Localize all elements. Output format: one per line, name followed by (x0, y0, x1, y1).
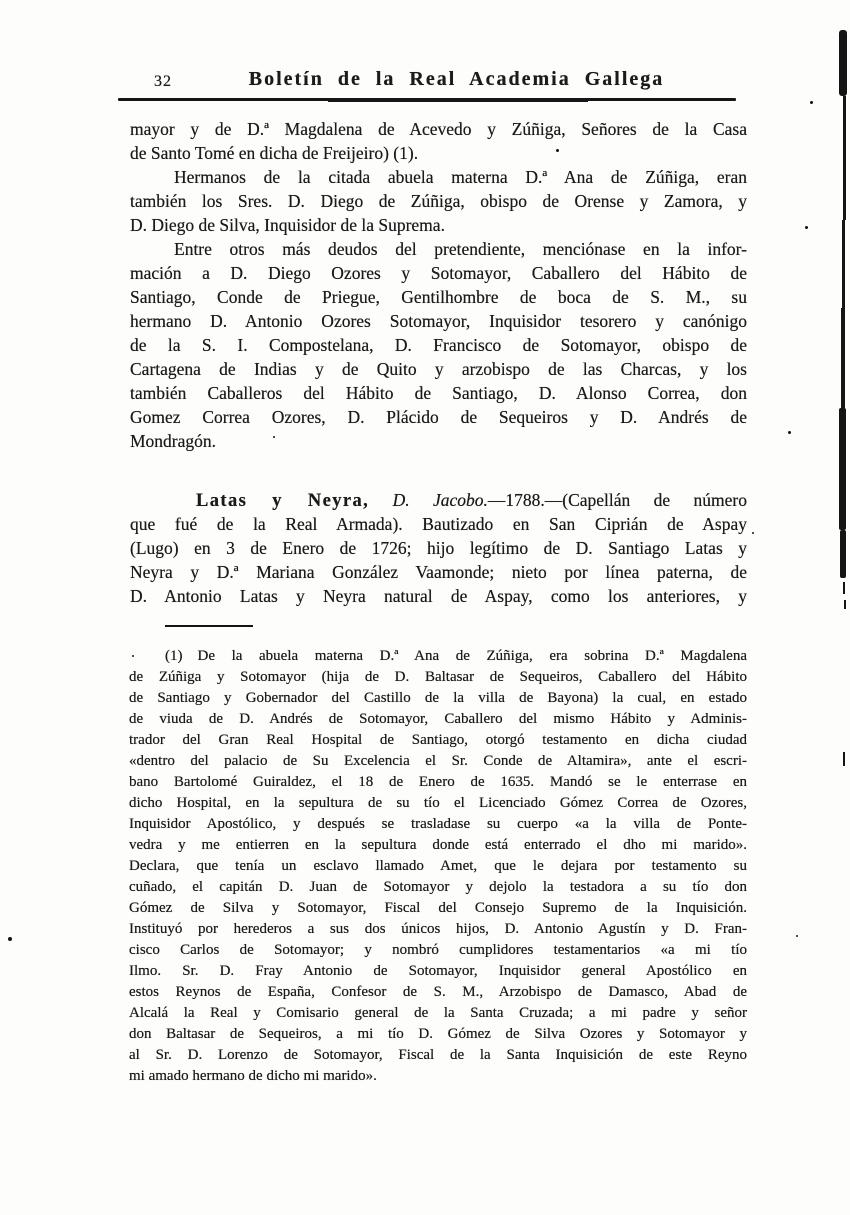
scan-speck (788, 431, 791, 434)
text-line: Alcalá la Real y Comisario general de la Santa Cruzada; a mi padre y señor (129, 1005, 747, 1021)
text-line: cisco Carlos de Sotomayor; y nombró cumplidores testamentarios «a mi tío (129, 942, 747, 958)
text-line: de Santo Tomé en dicha de Freijeiro) (1). (130, 143, 419, 163)
text-line: mi amado hermano de dicho mi marido». (129, 1068, 377, 1084)
main-text-column (130, 117, 747, 608)
text-line: don Baltasar de Sequeiros, a mi tío D. Gómez de Silva Ozores y Sotomayor y (129, 1026, 747, 1042)
text-line: D. Antonio Latas y Neyra natural de Aspay, como los anteriores, y (130, 586, 747, 606)
text-line: también los Sres. D. Diego de Zúñiga, obispo de Orense y Zamora, y (130, 191, 747, 211)
text-line: Cartagena de Indias y de Quito y arzobispo de las Charcas, y los (130, 359, 747, 379)
text-line: de la S. I. Compostelana, D. Francisco de Sotomayor, obispo de (130, 335, 747, 355)
text-line: de Zúñiga y Sotomayor (hija de D. Baltasar de Sequeiros, Caballero del Hábito (129, 669, 747, 685)
scan-speck (752, 532, 754, 534)
page-number: 32 (154, 73, 172, 90)
scan-edge-artifact (843, 96, 846, 220)
text-line: D. Diego de Silva, Inquisidor de la Suprema. (130, 215, 445, 235)
scan-speck (810, 101, 813, 104)
scan-speck (556, 149, 559, 152)
text-line: trador del Gran Real Hospital de Santiago, otorgó testamento en dicha ciudad (129, 732, 747, 748)
scan-edge-artifact (839, 408, 846, 530)
scan-edge-artifact (842, 220, 845, 308)
entry-surname: Latas y Neyra, (196, 491, 370, 511)
entry-given-name: D. Jacobo. (369, 490, 488, 510)
scan-speck (132, 655, 134, 657)
paragraph (130, 488, 747, 608)
text-line: «dentro del palacio de Su Excelencia el Sr. Conde de Altamira», ante el escri- (129, 753, 747, 769)
text-line: bano Bartolomé Guiraldez, el 18 de Enero de 1635. Mandó se le enterrase en (129, 774, 747, 790)
text-line: Neyra y D.ª Mariana González Vaamonde; nieto por línea paterna, de (130, 562, 747, 582)
text-line: al Sr. D. Lorenzo de Sotomayor, Fiscal de la Santa Inquisición de este Reyno (129, 1047, 747, 1063)
text-line: Mondragón. (130, 431, 217, 451)
text-line: Santiago, Conde de Priegue, Gentilhombre de boca de S. M., su (130, 287, 747, 307)
text-line: Gomez Correa Ozores, D. Plácido de Sequeiros y D. Andrés de (130, 407, 747, 427)
scan-edge-artifact (843, 582, 845, 594)
text-line: vedra y me entierren en la sepultura donde está enterrado el dho mi marido». (129, 837, 747, 853)
running-header (130, 64, 747, 96)
text-line (130, 488, 747, 512)
text-line: (1) De la abuela materna D.ª Ana de Zúñiga, era sobrina D.ª Magdalena (165, 648, 747, 664)
paragraph (130, 117, 747, 165)
paragraph (130, 165, 747, 237)
scan-edge-artifact (844, 600, 846, 609)
text-line: de Santiago y Gobernador del Castillo de la villa de Bayona) la cual, en estado (129, 690, 747, 706)
text-line: Inquisidor Apostólico, y después se trasladase su cuerpo «a la villa de Ponte- (129, 816, 747, 832)
text-line: hermano D. Antonio Ozores Sotomayor, Inquisidor tesorero y canónigo (130, 311, 747, 331)
text-line: Declara, que tenía un esclavo llamado Amet, que le dejara por testamento su (129, 858, 747, 874)
text-line: Gómez de Silva y Sotomayor, Fiscal del Consejo Supremo de la Inquisición. (129, 900, 747, 916)
header-rule (118, 98, 736, 101)
text-line: de viuda de D. Andrés de Sotomayor, Caballero del mismo Hábito y Adminis- (129, 711, 747, 727)
text-line: que fué de la Real Armada). Bautizado en San Ciprián de Aspay (130, 514, 747, 534)
footnote-block (129, 646, 747, 1087)
scan-speck (805, 226, 808, 229)
text-line: Hermanos de la citada abuela materna D.ª Ana de Zúñiga, eran (174, 167, 747, 187)
journal-title: Boletín de la Real Academia Gallega (248, 68, 665, 90)
scan-edge-artifact (839, 30, 847, 96)
text-line: mación a D. Diego Ozores y Sotomayor, Caballero del Hábito de (130, 263, 747, 283)
text-line: (Lugo) en 3 de Enero de 1726; hijo legítimo de D. Santiago Latas y (130, 538, 747, 558)
scan-speck (8, 937, 12, 941)
text-line: Ilmo. Sr. D. Fray Antonio de Sotomayor, Inquisidor general Apostólico en (129, 963, 747, 979)
scan-edge-artifact (840, 530, 846, 578)
scan-speck (796, 935, 798, 937)
text-line: cuñado, el capitán D. Juan de Sotomayor y dejolo la testadora a su tío don (129, 879, 747, 895)
footnote-separator-rule (165, 625, 253, 627)
text-line: también Caballeros del Hábito de Santiago, D. Alonso Correa, don (130, 383, 747, 403)
text-line: Instituyó por herederos a sus dos únicos hijos, D. Antonio Agustín y D. Fran- (129, 921, 747, 937)
text-line: Entre otros más deudos del pretendiente, menciónase en la infor- (174, 239, 747, 259)
scan-edge-artifact (841, 308, 845, 408)
scan-edge-artifact (843, 752, 845, 766)
entry-text: —1788.—(Capellán de número (487, 490, 747, 510)
paragraph (130, 237, 747, 453)
text-line: dicho Hospital, en la sepultura de su tío el Licenciado Gómez Correa de Ozores, (129, 795, 747, 811)
text-line: mayor y de D.ª Magdalena de Acevedo y Zúñiga, Señores de la Casa (130, 119, 747, 139)
scan-speck (273, 436, 275, 438)
text-line: estos Reynos de España, Confesor de S. M., Arzobispo de Damasco, Abad de (129, 984, 747, 1000)
